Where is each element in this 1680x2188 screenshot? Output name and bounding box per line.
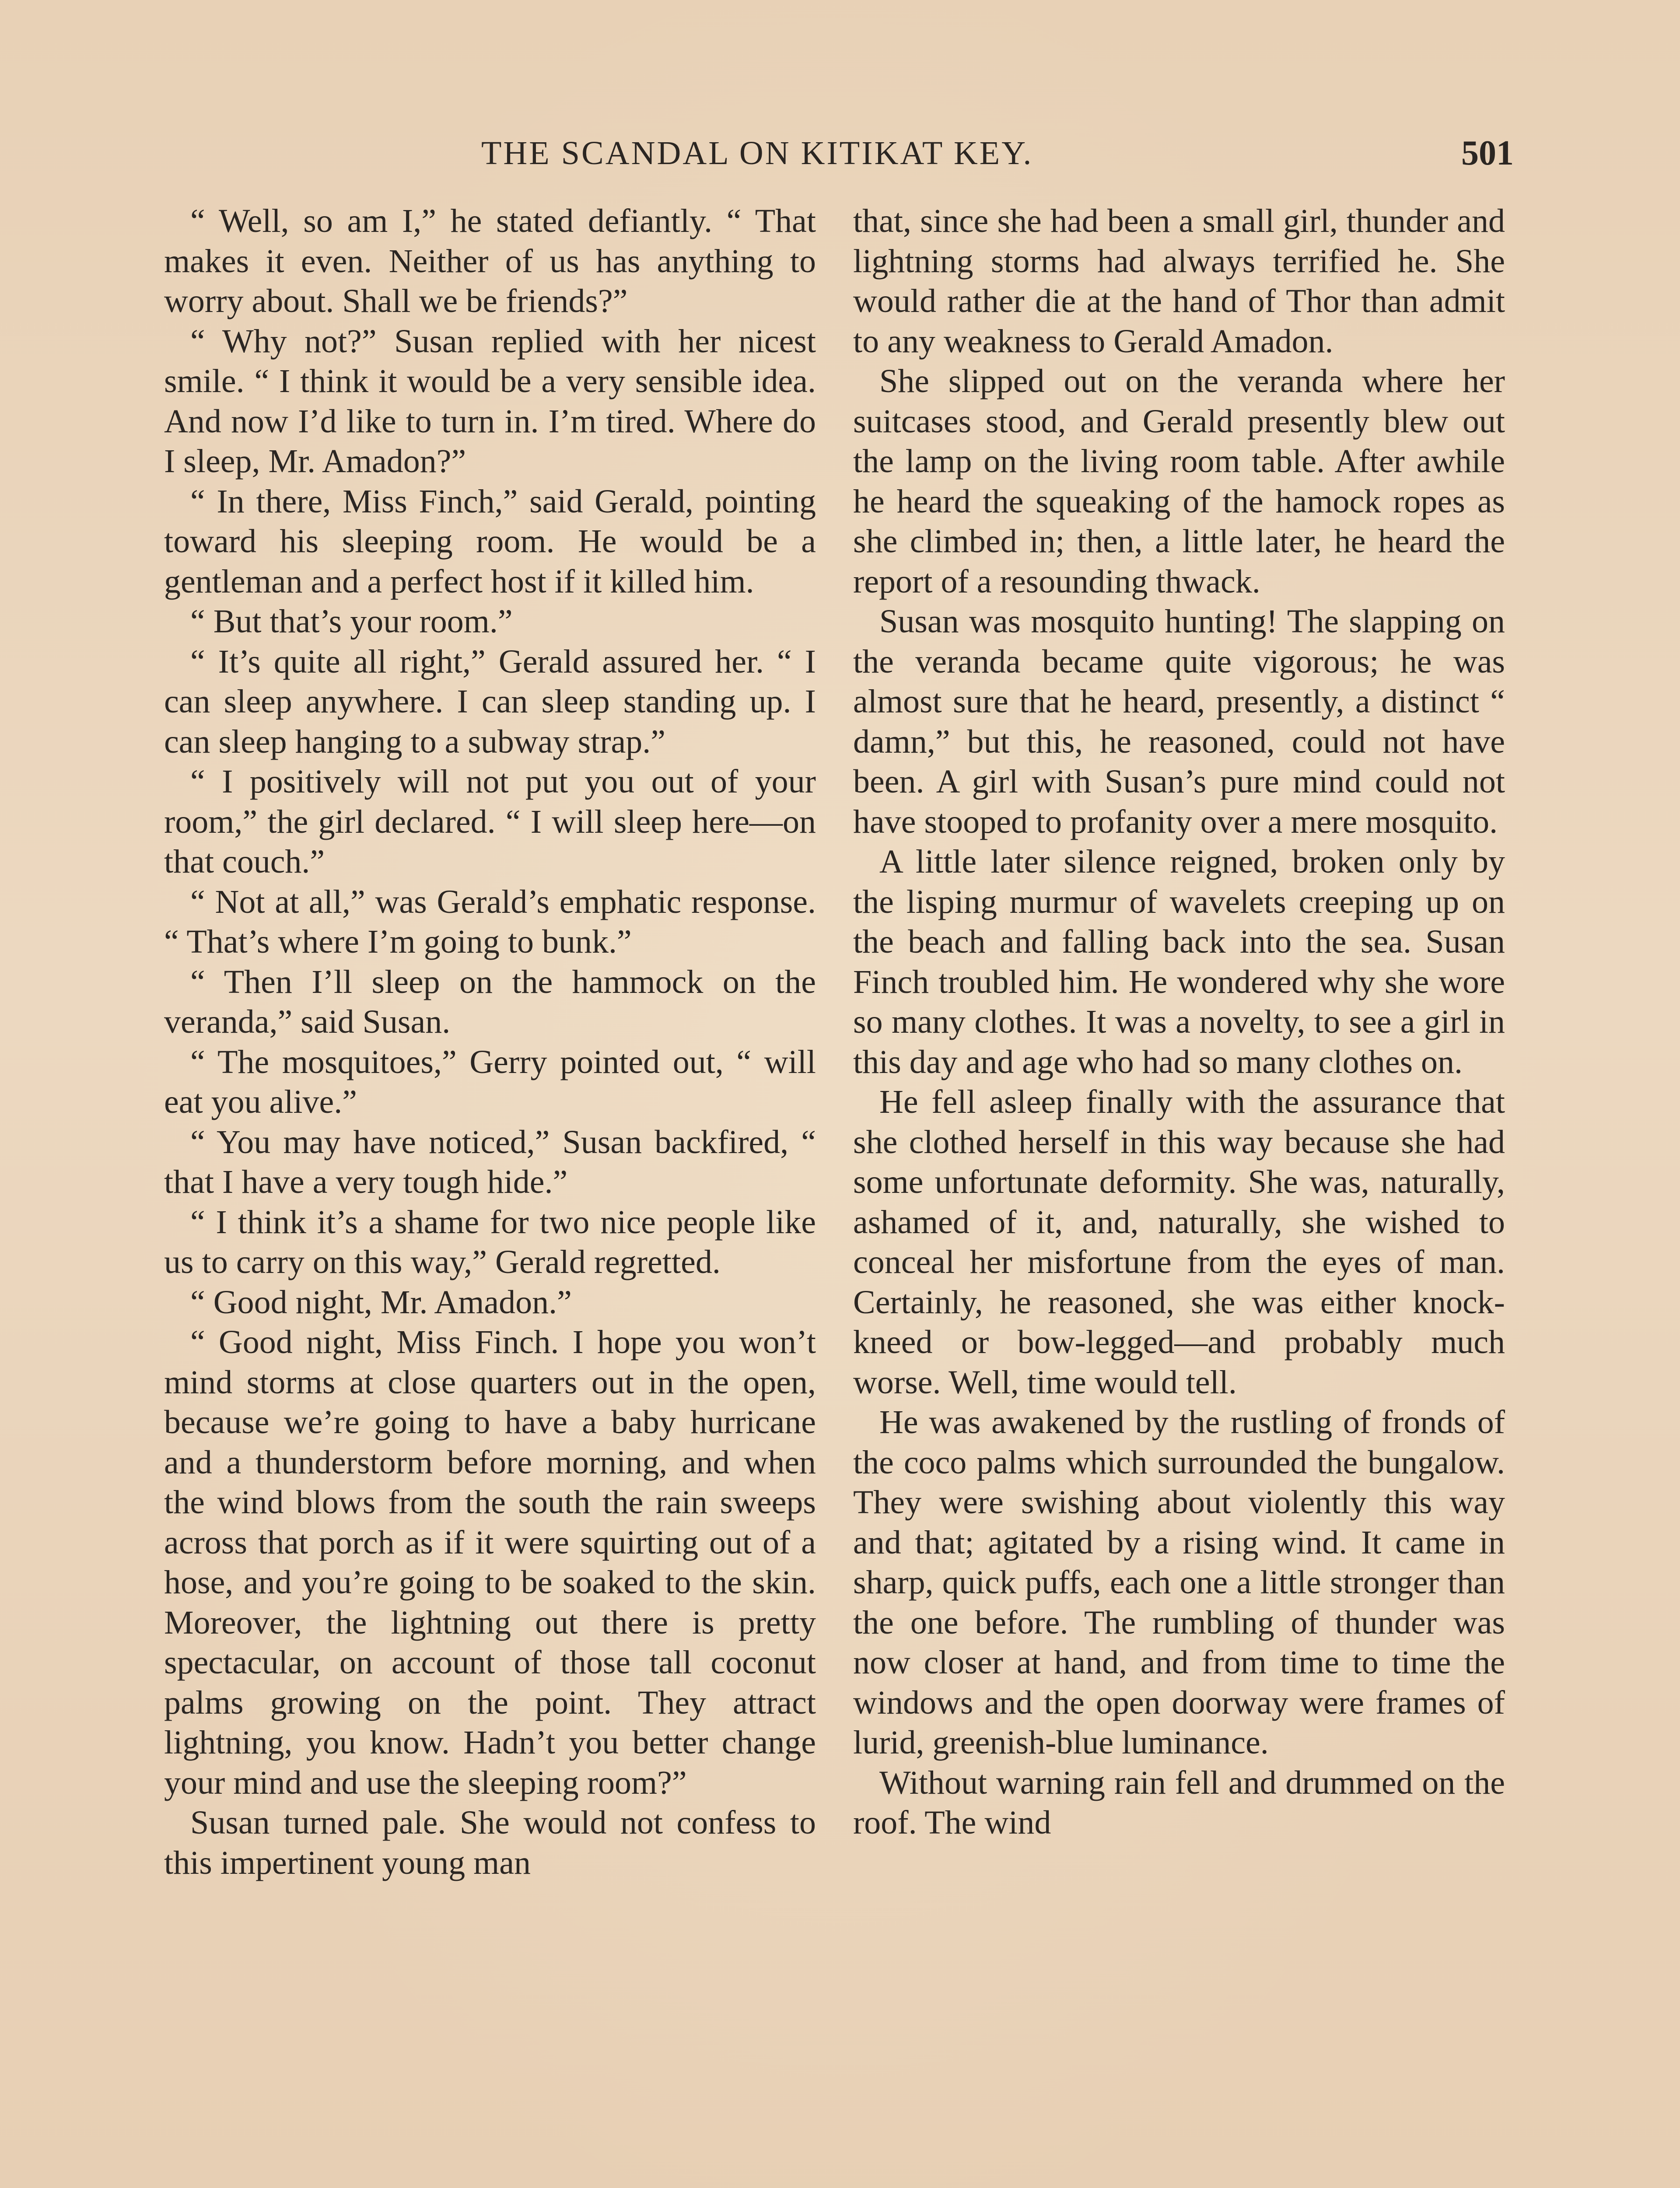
paragraph: “ Then I’ll sleep on the hammock on the veranda,” said Susan. — [164, 963, 816, 1040]
paragraph: She slipped out on the veranda where her suitcases stood, and Gerald presently blew out the lamp on the living room table. After awhile he heard the squeaking of the hamock ropes as she climbed in; then, a little later, he heard the report of a resounding thwack. — [853, 363, 1505, 600]
paragraph: “ I think it’s a shame for two nice people like us to carry on this way,” Gerald regretted. — [164, 1203, 816, 1280]
paragraph: “ But that’s your room.” — [190, 603, 513, 640]
paragraph: “ The mosquitoes,” Gerry pointed out, “ will eat you alive.” — [164, 1043, 816, 1120]
paragraph: “ Good night, Mr. Amadon.” — [190, 1283, 572, 1321]
paragraph: “ You may have noticed,” Susan backfired, “ that I have a very tough hide.” — [164, 1123, 816, 1200]
paragraph: “ I positively will not put you out of your room,” the girl declared. “ I will sleep here—on that couch.” — [164, 763, 816, 880]
paragraph: that, since she had been a small girl, thunder and lightning storms had always terrified he. She would rather die at the hand of Thor than admit to any weakness to Gerald Amadon. — [853, 203, 1505, 360]
page-number: 501 — [1461, 134, 1514, 172]
paragraph: “ In there, Miss Finch,” said Gerald, pointing toward his sleeping room. He would be a gentleman and a perfect host if it killed him. — [164, 483, 816, 600]
paragraph: “ It’s quite all right,” Gerald assured her. “ I can sleep anywhere. I can sleep standing up. I can sleep hanging to a subway strap.” — [164, 643, 816, 760]
running-title: THE SCANDAL ON KITIKAT KEY. — [481, 135, 1033, 172]
text-column-right — [853, 201, 1505, 1843]
paragraph: “ Good night, Miss Finch. I hope you won’t mind storms at close quarters out in the open, because we’re going to have a baby hurricane and a thunderstorm before morning, and when the wind blows from the south the rain sweeps across that porch as if it were squirting out of a hose, and you’re going to be soaked to the skin. Moreover, the lightning out there is pretty spectacular, on account of those tall coconut palms growing on the point. They attract lightning, you know. Hadn’t you better change your mind and use the sleeping room?” — [164, 1324, 816, 1801]
paragraph: Susan was mosquito hunting! The slapping on the veranda became quite vigorous; he was almost sure that he heard, presently, a distinct “ damn,” but this, he reasoned, could not have been. A girl with Susan’s pure mind could not have stooped to profanity over a mere mosquito. — [853, 603, 1505, 840]
page-header — [171, 131, 1514, 175]
paragraph: A little later silence reigned, broken only by the lisping murmur of wavelets creeping up on the beach and falling back into the sea. Susan Finch troubled him. He wondered why she wore so many clothes. It was a novelty, to see a girl in this day and age who had so many clothes on. — [853, 843, 1505, 1080]
paragraph: “ Well, so am I,” he stated defiantly. “ That makes it even. Neither of us has anything to worry about. Shall we be friends?” — [164, 203, 816, 319]
paragraph: He was awakened by the rustling of fronds of the coco palms which surrounded the bungalow. They were swishing about violently this way and that; agitated by a rising wind. It came in sharp, quick puffs, each one a little stronger than the one before. The rumbling of thunder was now closer at hand, and from time to time the windows and the open doorway were frames of lurid, greenish-blue luminance. — [853, 1404, 1505, 1761]
text-column-left — [164, 201, 816, 1883]
paragraph: “ Not at all,” was Gerald’s emphatic response. “ That’s where I’m going to bunk.” — [164, 883, 816, 960]
paragraph: He fell asleep finally with the assurance that she clothed herself in this way because she had some unfortunate deformity. She was, naturally, ashamed of it, and, naturally, she wished to conceal her misfortune from the eyes of man. Certainly, he reasoned, she was either knock-kneed or bow-legged—and probably much worse. Well, time would tell. — [853, 1083, 1505, 1401]
paragraph: “ Why not?” Susan replied with her nicest smile. “ I think it would be a very sensible idea. And now I’d like to turn in. I’m tired. Where do I sleep, Mr. Amadon?” — [164, 323, 816, 480]
paragraph: Susan turned pale. She would not confess to this impertinent young man — [164, 1804, 816, 1881]
paragraph: Without warning rain fell and drummed on the roof. The wind — [853, 1764, 1505, 1841]
